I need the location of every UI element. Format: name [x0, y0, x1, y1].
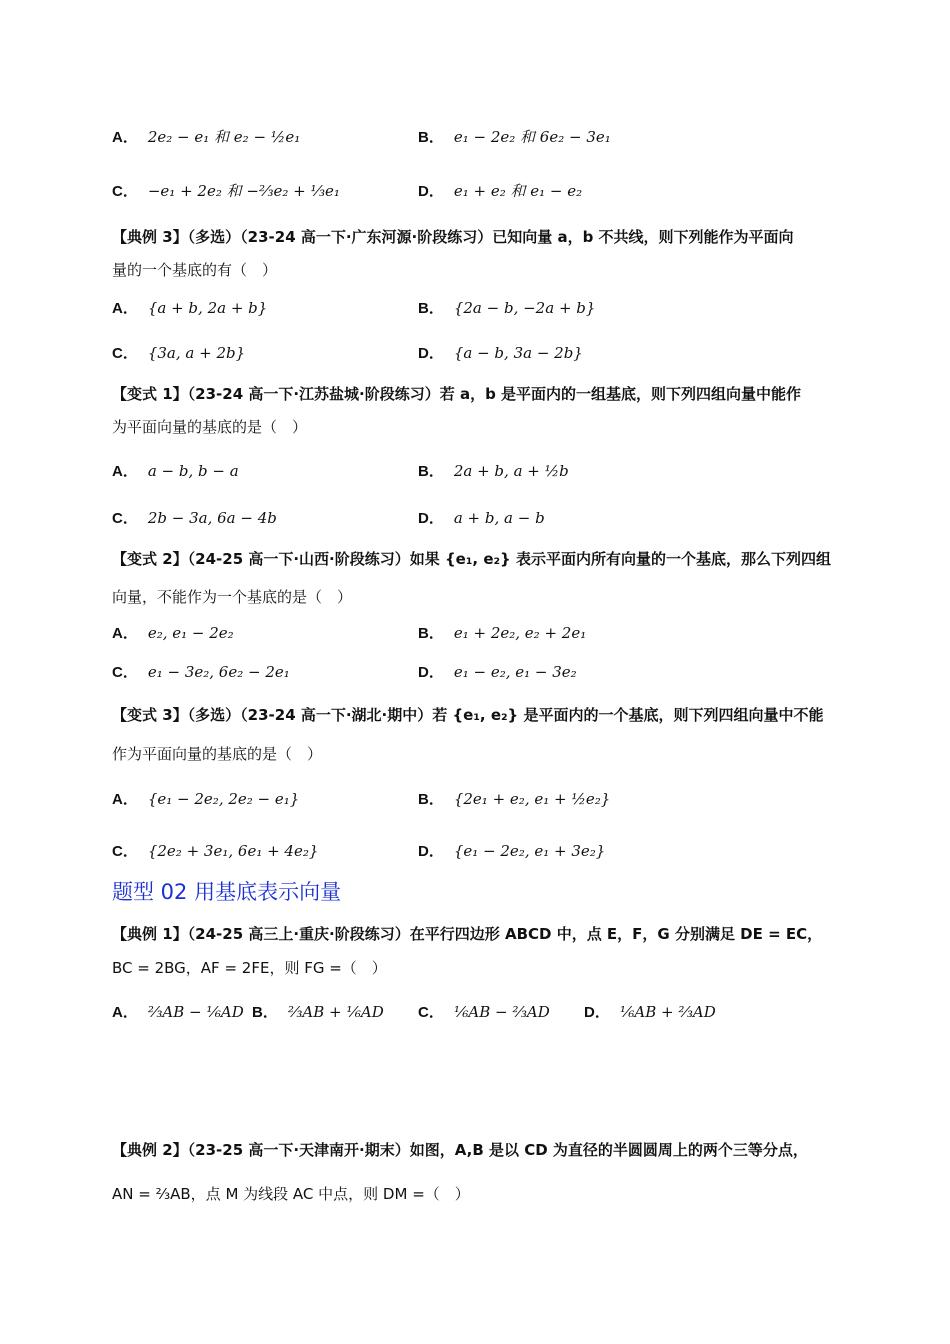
question-title: 【典例 1】（24-25 高三上·重庆·阶段练习）在平行四边形 ABCD 中，点 E，F，G 分别满足 DE = EC， [112, 925, 823, 943]
question-title: 【典例 2】（23-25 高一下·天津南开·期末）如图，A,B 是以 CD 为直径的半圆圆周上的两个三等分点， [112, 1141, 808, 1159]
option-a: A． {a + b, 2a + b} [112, 299, 268, 317]
question-title: 【变式 1】（23-24 高一下·江苏盐城·阶段练习）若 a，b 是平面内的一组基底，则下列四组向量中能作 [112, 385, 802, 403]
question-title: 【变式 2】（24-25 高一下·山西·阶段练习）如果 {e₁, e₂} 表示平面内所有向量的一个基底，那么下列四组 [112, 550, 831, 568]
option-c: C． −e₁ + 2e₂ 和 −⅔e₂ + ⅓e₁ [112, 182, 340, 200]
option-b: B． 2a + b, a + ½b [418, 462, 569, 480]
option-d: D． e₁ + e₂ 和 e₁ − e₂ [418, 182, 583, 200]
option-c: C． {3a, a + 2b} [112, 344, 246, 362]
option-b: B． e₁ − 2e₂ 和 6e₂ − 3e₁ [418, 128, 611, 146]
question-title-cont: 作为平面向量的基底的是（ ） [112, 745, 323, 763]
question-title: 【变式 3】（多选）（23-24 高一下·湖北·期中）若 {e₁, e₂} 是平面内的一个基底，则下列四组向量中不能 [112, 706, 824, 724]
option-d: D． e₁ − e₂, e₁ − 3e₂ [418, 663, 577, 681]
question-title-cont: 为平面向量的基底的是（ ） [112, 418, 308, 436]
option-d: D． {e₁ − 2e₂, e₁ + 3e₂} [418, 842, 606, 860]
option-b: B． ⅔AB + ⅙AD [252, 1003, 384, 1021]
option-d: D． {a − b, 3a − 2b} [418, 344, 583, 362]
option-a: A． {e₁ − 2e₂, 2e₂ − e₁} [112, 790, 300, 808]
option-b: B． e₁ + 2e₂, e₂ + 2e₁ [418, 624, 587, 642]
question-title-cont: 向量，不能作为一个基底的是（ ） [112, 588, 353, 606]
option-c: C． 2b − 3a, 6a − 4b [112, 509, 277, 527]
option-a: A． 2e₂ − e₁ 和 e₂ − ½e₁ [112, 128, 301, 146]
section-heading: 题型 02 用基底表示向量 [112, 880, 342, 904]
option-c: C． e₁ − 3e₂, 6e₂ − 2e₁ [112, 663, 290, 681]
question-title: 【典例 3】（多选）（23-24 高一下·广东河源·阶段练习）已知向量 a，b 不共线，则下列能作为平面向 [112, 228, 794, 246]
option-a: A． e₂, e₁ − 2e₂ [112, 624, 234, 642]
question-title-cont: AN = ⅔AB，点 M 为线段 AC 中点，则 DM =（ ） [112, 1185, 470, 1203]
option-c: C． {2e₂ + 3e₁, 6e₁ + 4e₂} [112, 842, 319, 860]
option-d: D． a + b, a − b [418, 509, 545, 527]
option-b: B． {2e₁ + e₂, e₁ + ½e₂} [418, 790, 611, 808]
question-title-cont: BC = 2BG，AF = 2FE，则 FG =（ ） [112, 959, 387, 977]
question-title-cont: 量的一个基底的有（ ） [112, 261, 278, 279]
option-b: B． {2a − b, −2a + b} [418, 299, 596, 317]
option-d: D． ⅙AB + ⅔AD [584, 1003, 716, 1021]
option-a: A． ⅔AB − ⅙AD [112, 1003, 244, 1021]
option-a: A． a − b, b − a [112, 462, 239, 480]
option-c: C． ⅙AB − ⅔AD [418, 1003, 550, 1021]
